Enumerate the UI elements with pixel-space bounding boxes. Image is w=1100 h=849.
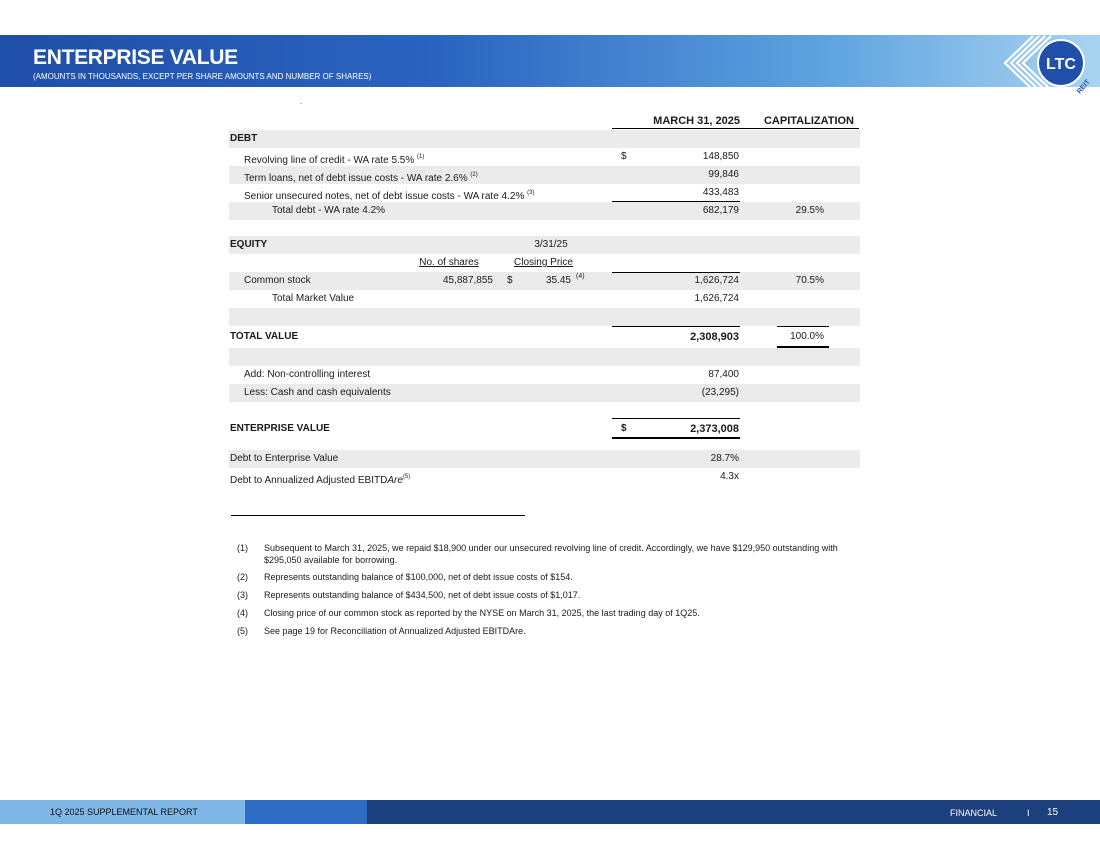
total-value-capitalization: 100.0% bbox=[790, 331, 824, 342]
footnote-number: (3) bbox=[237, 590, 248, 600]
debt-ev-row bbox=[229, 450, 860, 468]
cash-label: Less: Cash and cash equivalents bbox=[244, 387, 391, 398]
cash-row bbox=[229, 384, 860, 402]
spacer bbox=[229, 440, 860, 450]
senior-notes-label: Senior unsecured notes, net of debt issue costs - WA rate 4.2% bbox=[244, 191, 525, 202]
total-value-label: TOTAL VALUE bbox=[230, 331, 299, 342]
market-value-amount: 1,626,724 bbox=[694, 293, 739, 304]
common-stock-price-currency: $ bbox=[507, 275, 513, 286]
page-subtitle: (AMOUNTS IN THOUSANDS, EXCEPT PER SHARE AMOUNTS AND NUMBER OF SHARES) bbox=[33, 72, 372, 81]
ltc-reit-logo bbox=[995, 30, 1095, 96]
shares-column-header: No. of shares bbox=[419, 257, 479, 268]
debt-ebitda-label: Debt to Annualized Adjusted EBITD bbox=[230, 475, 388, 486]
revolving-label: Revolving line of credit - WA rate 5.5% bbox=[244, 155, 415, 166]
ev-label: ENTERPRISE VALUE bbox=[230, 423, 330, 434]
revolving-currency: $ bbox=[621, 151, 627, 162]
senior-notes-footnote-ref: (3) bbox=[527, 190, 535, 196]
total-value-row bbox=[229, 326, 860, 348]
spacer-shaded bbox=[229, 308, 860, 326]
senior-notes-row bbox=[229, 184, 860, 202]
market-value-label: Total Market Value bbox=[272, 293, 355, 304]
revolving-footnote-ref: (1) bbox=[417, 154, 425, 160]
col-header-capitalization: CAPITALIZATION bbox=[763, 115, 854, 127]
nci-row bbox=[229, 366, 860, 384]
common-stock-label: Common stock bbox=[244, 275, 311, 286]
total-debt-row bbox=[229, 202, 860, 220]
footer-separator: I bbox=[1027, 808, 1030, 818]
nci-amount: 87,400 bbox=[708, 369, 739, 380]
common-stock-capitalization: 70.5% bbox=[795, 275, 824, 286]
header-rule bbox=[612, 128, 859, 129]
spacer bbox=[229, 402, 860, 418]
decorative-dot: . bbox=[300, 97, 303, 106]
enterprise-value-table bbox=[229, 112, 860, 486]
debt-ebitda-amount: 4.3x bbox=[720, 471, 739, 482]
footnote-number: (4) bbox=[237, 608, 248, 618]
term-loans-row bbox=[229, 166, 860, 184]
footnote-rule bbox=[231, 515, 525, 516]
column-header-row bbox=[229, 112, 860, 130]
total-debt-capitalization: 29.5% bbox=[795, 205, 824, 216]
debt-ebitda-footnote-ref: (5) bbox=[402, 474, 411, 480]
ev-underline bbox=[612, 437, 740, 439]
term-loans-amount: 99,846 bbox=[708, 169, 739, 180]
debt-ebitda-row bbox=[229, 468, 860, 486]
spacer bbox=[229, 220, 860, 236]
logo-text: LTC bbox=[1046, 56, 1076, 73]
debt-title: DEBT bbox=[230, 133, 258, 144]
common-stock-shares: 45,887,855 bbox=[442, 275, 493, 286]
debt-section-row bbox=[229, 130, 860, 148]
debt-ev-amount: 28.7% bbox=[710, 453, 739, 464]
nci-label: Add: Non-controlling interest bbox=[244, 369, 371, 380]
price-column-header: Closing Price bbox=[514, 257, 573, 268]
page-title: ENTERPRISE VALUE bbox=[33, 46, 238, 69]
common-stock-amount: 1,626,724 bbox=[694, 275, 739, 286]
equity-section-row bbox=[229, 236, 860, 254]
common-stock-price: 35.45 bbox=[545, 275, 571, 286]
footnote-number: (1) bbox=[237, 543, 248, 553]
market-value-row bbox=[229, 290, 860, 308]
common-stock-row bbox=[229, 272, 860, 290]
term-loans-label: Term loans, net of debt issue costs - WA rate 2.6% bbox=[244, 173, 468, 184]
senior-notes-amount: 433,483 bbox=[702, 187, 739, 198]
equity-subheader-row bbox=[229, 254, 860, 272]
spacer-shaded bbox=[229, 348, 860, 366]
footer-section: FINANCIAL bbox=[950, 808, 998, 818]
debt-ev-label: Debt to Enterprise Value bbox=[230, 453, 339, 464]
page-number: 15 bbox=[1047, 807, 1059, 818]
debt-ebitda-label-italic: Are bbox=[387, 475, 403, 486]
ev-currency: $ bbox=[621, 423, 627, 434]
footer-segment-mid bbox=[245, 800, 367, 824]
logo-sub-text: REIT bbox=[1076, 78, 1092, 96]
cash-amount: (23,295) bbox=[701, 387, 739, 398]
total-debt-label: Total debt - WA rate 4.2% bbox=[272, 205, 386, 216]
revolving-amount: 148,850 bbox=[702, 151, 739, 162]
total-value-amount: 2,308,903 bbox=[690, 331, 739, 343]
footnote-text: Represents outstanding balance of $100,000, net of debt issue costs of $154. bbox=[264, 572, 573, 582]
col-header-date: MARCH 31, 2025 bbox=[653, 115, 740, 127]
footnote-text: See page 19 for Reconciliation of Annualized Adjusted EBITDAre. bbox=[264, 626, 526, 636]
footer-report-name: 1Q 2025 SUPPLEMENTAL REPORT bbox=[50, 807, 198, 817]
footnote-text: Represents outstanding balance of $434,500, net of debt issue costs of $1,017. bbox=[264, 590, 581, 600]
footnote-number: (5) bbox=[237, 626, 248, 636]
revolving-row bbox=[229, 148, 860, 166]
equity-title: EQUITY bbox=[230, 239, 268, 250]
term-loans-footnote-ref: (2) bbox=[470, 172, 478, 178]
enterprise-value-row bbox=[229, 418, 860, 440]
footnote-number: (2) bbox=[237, 572, 248, 582]
common-stock-overline bbox=[612, 272, 740, 273]
footnote-text: Subsequent to March 31, 2025, we repaid $18,900 under our unsecured revolving line of credit. Accordingly, we have $129,950 outstanding with $295,050 available for borrowing. bbox=[264, 543, 838, 565]
common-stock-footnote-ref: (4) bbox=[576, 273, 585, 280]
total-debt-amount: 682,179 bbox=[702, 205, 739, 216]
footnote-text: Closing price of our common stock as reported by the NYSE on March 31, 2025, the last trading day of 1Q25. bbox=[264, 608, 700, 618]
ev-amount: 2,373,008 bbox=[690, 423, 739, 435]
equity-date-header: 3/31/25 bbox=[534, 239, 568, 250]
